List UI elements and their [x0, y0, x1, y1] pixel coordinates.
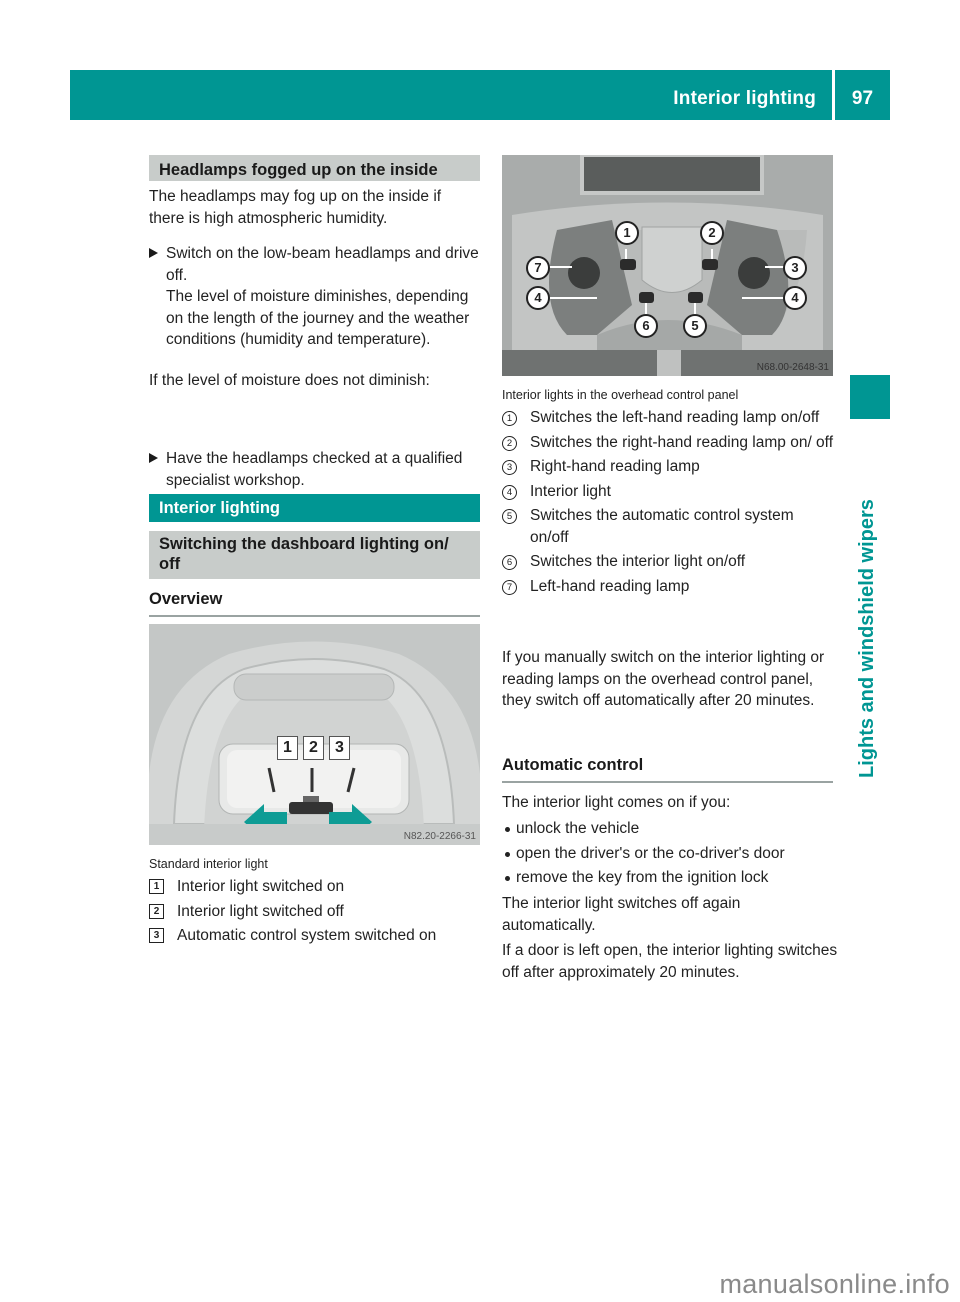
legend-text: Interior light: [530, 482, 611, 500]
legend-item: [502, 456, 833, 478]
figure-callout: 2: [700, 221, 724, 245]
legend-item: [149, 901, 480, 923]
figure-callout: 6: [634, 314, 658, 338]
legend-text: Switches the automatic control system on/off: [530, 507, 794, 546]
figure-callout: 4: [526, 286, 550, 310]
figure-callout: 1: [615, 221, 639, 245]
legend-item: [502, 505, 833, 548]
figure-standard-interior-light: [149, 624, 480, 845]
legend-number-badge: 4: [502, 485, 517, 500]
figure-caption: Interior lights in the overhead control panel: [502, 388, 739, 402]
legend-number-badge: 3: [149, 928, 164, 943]
legend-text: Left-hand reading lamp: [530, 577, 690, 595]
legend-number-badge: 6: [502, 555, 517, 570]
legend-text: Automatic control system switched on: [177, 927, 437, 944]
legend-number-badge: 2: [502, 436, 517, 451]
legend-item: [502, 481, 833, 503]
legend-text: Switches the right-hand reading lamp on/ off: [530, 433, 834, 451]
legend-number-badge: 1: [149, 879, 164, 894]
figure-callout: 4: [783, 286, 807, 310]
section-heading-fogged: Headlamps fogged up on the inside: [149, 155, 480, 181]
step-text: Have the headlamps checked at a qualified specialist workshop.: [166, 450, 463, 489]
bullet-icon: [505, 852, 510, 857]
legend-text: Switches the interior light on/off: [530, 553, 746, 570]
legend-item: [502, 407, 833, 429]
page-header-bar: [70, 70, 890, 120]
figure1-legend: [149, 876, 480, 947]
step-arrow-icon: [149, 248, 158, 258]
figure2-legend: [502, 407, 833, 597]
figure-code: N68.00-2648-31: [756, 362, 829, 373]
bullet-text: unlock the vehicle: [516, 820, 640, 837]
figure-caption: Standard interior light: [149, 857, 268, 871]
automatic-bullets: [502, 818, 833, 889]
page-number: 97: [851, 88, 874, 109]
step-arrow-icon: [149, 453, 158, 463]
fog-intro: The headlamps may fog up on the inside if there is high atmospheric humidity.: [149, 188, 442, 227]
figure-callout: 5: [683, 314, 707, 338]
watermark: manualsonline.info: [719, 1269, 950, 1299]
door-open-text: If a door is left open, the interior lighting switches off after approximately 20 minutes.: [502, 942, 838, 981]
bullet-text: open the driver's or the co-driver's door: [516, 844, 785, 862]
subsection-heading-dashboard: Switching the dashboard lighting on/ off: [149, 531, 480, 579]
bullet-item: [502, 867, 833, 889]
legend-item: [149, 925, 480, 947]
legend-number-badge: 1: [502, 411, 517, 426]
figure-callout: 7: [526, 256, 550, 280]
legend-text: Interior light switched off: [177, 902, 344, 920]
instruction-step: [149, 243, 497, 286]
figure-callout: 3: [329, 736, 350, 760]
legend-item: [502, 576, 833, 598]
bullet-item: [502, 818, 833, 840]
overview-heading: Overview: [149, 589, 480, 617]
legend-text: Right-hand reading lamp: [530, 458, 700, 475]
legend-item: [149, 876, 480, 898]
step-result: The level of moisture diminishes, depending on the length of the journey and the weather conditions (humidity and temperature).: [166, 288, 470, 348]
chapter-tab-marker: [850, 375, 890, 419]
header-title: Interior lighting: [673, 88, 816, 109]
condition-text: If the level of moisture does not diminish:: [149, 372, 430, 389]
bullet-text: remove the key from the ignition lock: [516, 869, 769, 886]
instruction-step: [149, 448, 501, 491]
chapter-tab-label: Lights and windshield wipers: [856, 499, 878, 778]
figure-overhead-control-panel: [502, 155, 833, 376]
manual-switch-note: If you manually switch on the interior lighting or reading lamps on the overhead control panel, they switch off automatically after 20 minutes.: [502, 649, 825, 709]
legend-number-badge: 5: [502, 509, 517, 524]
legend-item: [502, 551, 833, 573]
figure-callout: 1: [277, 736, 298, 760]
figure-callout: 2: [303, 736, 324, 760]
automatic-off-text: The interior light switches off again automatically.: [502, 895, 741, 934]
legend-item: [502, 432, 833, 454]
bullet-icon: [505, 827, 510, 832]
automatic-intro: The interior light comes on if you:: [502, 794, 731, 811]
legend-number-badge: 2: [149, 904, 164, 919]
legend-text: Interior light switched on: [177, 878, 345, 895]
figure-code: N82.20-2266-31: [403, 831, 476, 842]
interior-light-illustration: [149, 624, 480, 845]
figure-callout: 3: [783, 256, 807, 280]
legend-text: Switches the left-hand reading lamp on/off: [530, 409, 820, 426]
section-heading-interior-lighting: Interior lighting: [149, 494, 480, 522]
legend-number-badge: 3: [502, 460, 517, 475]
bullet-icon: [505, 876, 510, 881]
automatic-control-heading: Automatic control: [502, 755, 833, 783]
legend-number-badge: 7: [502, 580, 517, 595]
bullet-item: [502, 843, 833, 865]
step-text: Switch on the low-beam headlamps and drive off.: [166, 245, 479, 284]
